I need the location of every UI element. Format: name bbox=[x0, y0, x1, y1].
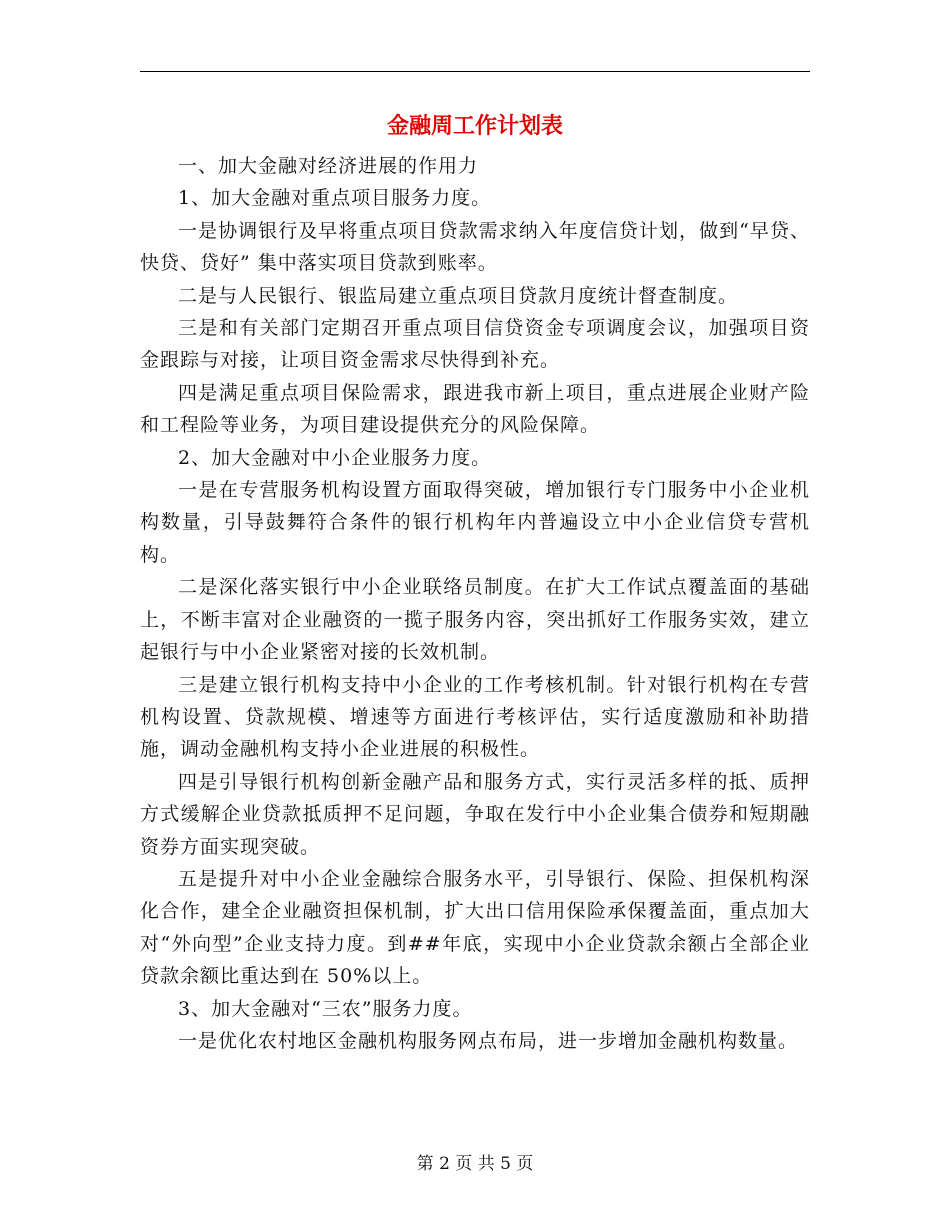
document-title: 金融周工作计划表 bbox=[386, 113, 563, 139]
subsection-heading: 3、加大金融对“三农”服务力度。 bbox=[178, 997, 473, 1020]
body-paragraph: 三是建立银行机构支持中小企业的工作考核机制。针对银行机构在专营机构设置、贷款规模、增速等方面进行考核评估，实行适度激励和补助措施，调动金融机构支持小企业进展的积极性。 bbox=[140, 673, 810, 761]
body-paragraph: 一是在专营服务机构设置方面取得突破，增加银行专门服务中小企业机构数量，引导鼓舞符合条件的银行机构年内普遍设立中小企业信贷专营机构。 bbox=[140, 479, 810, 566]
subsection-heading: 1、加大金融对重点项目服务力度。 bbox=[178, 187, 492, 210]
body-paragraph: 五是提升对中小企业金融综合服务水平，引导银行、保险、担保机构深化合作，建全企业融资担保机制，扩大出口信用保险承保覆盖面，重点加大对“外向型”企业支持力度。到##年底，实现中小企业贷款余额占全部企业贷款余额比重达到在 50%以上。 bbox=[140, 867, 810, 988]
subsection-heading: 2、加大金融对中小企业服务力度。 bbox=[178, 446, 492, 469]
body-paragraph: 二是与人民银行、银监局建立重点项目贷款月度统计督查制度。 bbox=[178, 284, 739, 307]
page-number: 第 2 页 共 5 页 bbox=[416, 1154, 534, 1174]
section-heading: 一、加大金融对经济进展的作用力 bbox=[178, 155, 479, 177]
body-paragraph: 三是和有关部门定期召开重点项目信贷资金专项调度会议，加强项目资金跟踪与对接，让项目资金需求尽快得到补充。 bbox=[140, 317, 810, 372]
document-body bbox=[140, 150, 810, 1057]
body-paragraph: 一是优化农村地区金融机构服务网点布局，进一步增加金融机构数量。 bbox=[178, 1029, 799, 1052]
header-rule bbox=[140, 71, 810, 72]
body-paragraph: 四是满足重点项目保险需求，跟进我市新上项目，重点进展企业财产险和工程险等业务，为项目建设提供充分的风险保障。 bbox=[140, 381, 810, 437]
body-paragraph: 一是协调银行及早将重点项目贷款需求纳入年度信贷计划，做到“早贷、快贷、贷好” 集中落实项目贷款到账率。 bbox=[140, 219, 810, 275]
body-paragraph: 四是引导银行机构创新金融产品和服务方式，实行灵活多样的抵、质押方式缓解企业贷款抵质押不足问题，争取在发行中小企业集合债券和短期融资券方面实现突破。 bbox=[140, 770, 810, 858]
body-paragraph: 二是深化落实银行中小企业联络员制度。在扩大工作试点覆盖面的基础上，不断丰富对企业融资的一揽子服务内容，突出抓好工作服务实效，建立起银行与中小企业紧密对接的长效机制。 bbox=[140, 576, 810, 664]
